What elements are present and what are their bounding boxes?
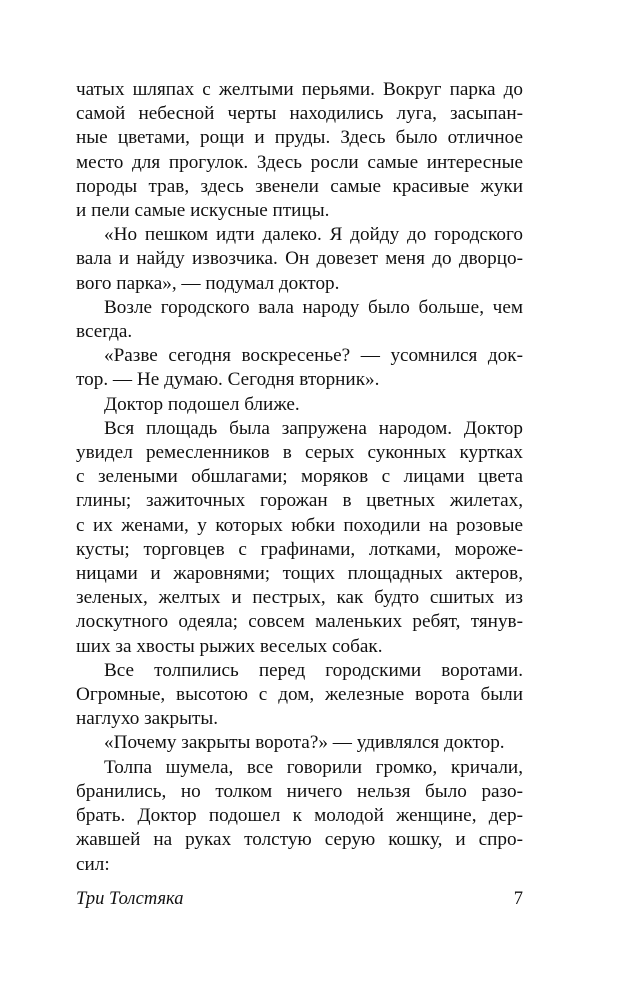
text-line: лоскутного одеяла; совсем маленьких ребят, тянув- xyxy=(76,611,523,633)
text-line: с зелеными обшлагами; моряков с лицами цвета xyxy=(76,466,523,488)
paragraph xyxy=(76,78,523,223)
text-line: сил: xyxy=(76,853,110,875)
text-line: Все толпились перед городскими воротами. xyxy=(104,659,523,681)
text-line: Возле городского вала народу было больше, чем xyxy=(104,296,523,318)
text-line: место для прогулок. Здесь росли самые интересные xyxy=(76,151,523,173)
text-line: Огромные, высотою с дом, железные ворота были xyxy=(76,684,523,706)
paragraph xyxy=(76,344,523,392)
text-line: бранились, но толком ничего нельзя было разо- xyxy=(76,780,523,802)
text-line: Вся площадь была запружена народом. Доктор xyxy=(104,417,523,439)
text-line: и пели самые искусные птицы. xyxy=(76,200,330,222)
page-footer xyxy=(76,889,523,917)
text-line: чатых шляпах с желтыми перьями. Вокруг парка до xyxy=(76,79,523,100)
text-line: с их женами, у которых юбки походили на розовые xyxy=(76,514,523,536)
paragraph xyxy=(76,756,523,877)
paragraph xyxy=(76,731,523,755)
paragraph xyxy=(76,296,523,344)
text-line: вого парка», — подумал доктор. xyxy=(76,272,340,294)
paragraph xyxy=(76,659,523,732)
running-title: Три Толстяка xyxy=(76,889,184,909)
text-line: вала и найду извозчика. Он довезет меня до дворцо- xyxy=(76,248,523,270)
text-line: увидел ремесленников в серых суконных куртках xyxy=(76,442,523,464)
text-line: тор. — Не думаю. Сегодня вторник». xyxy=(76,369,380,391)
paragraph xyxy=(76,393,523,417)
text-line: наглухо закрыты. xyxy=(76,708,219,730)
text-line: всегда. xyxy=(76,321,133,343)
text-line: Доктор подошел ближе. xyxy=(104,393,300,415)
text-line: кусты; торговцев с графинами, лотками, мороже- xyxy=(76,538,523,560)
text-line: жавшей на руках толстую серую кошку, и спро- xyxy=(76,829,523,851)
text-line: глины; зажиточных горожан в цветных жилетах, xyxy=(76,490,523,512)
text-line: брать. Доктор подошел к молодой женщине, дер- xyxy=(76,805,523,827)
text-line: ные цветами, рощи и пруды. Здесь было отличное xyxy=(76,127,523,149)
text-line: ницами и жаровнями; тощих площадных актеров, xyxy=(76,563,523,585)
text-line: «Почему закрыты ворота?» — удивлялся доктор. xyxy=(104,732,505,754)
text-line: «Но пешком идти далеко. Я дойду до городского xyxy=(104,224,523,246)
text-line: «Разве сегодня воскресенье? — усомнился док- xyxy=(104,345,523,367)
paragraph xyxy=(76,223,523,296)
page-number: 7 xyxy=(513,889,523,909)
text-line: Толпа шумела, все говорили громко, кричали, xyxy=(104,756,523,778)
body-text xyxy=(76,78,523,877)
paragraph xyxy=(76,417,523,659)
text-line: зеленых, желтых и пестрых, как будто сшитых из xyxy=(76,587,523,609)
text-line: ших за хвосты рыжих веселых собак. xyxy=(76,635,383,657)
text-line: породы трав, здесь звенели самые красивые жуки xyxy=(76,175,523,197)
text-line: самой небесной черты находились луга, засыпан- xyxy=(76,103,523,125)
